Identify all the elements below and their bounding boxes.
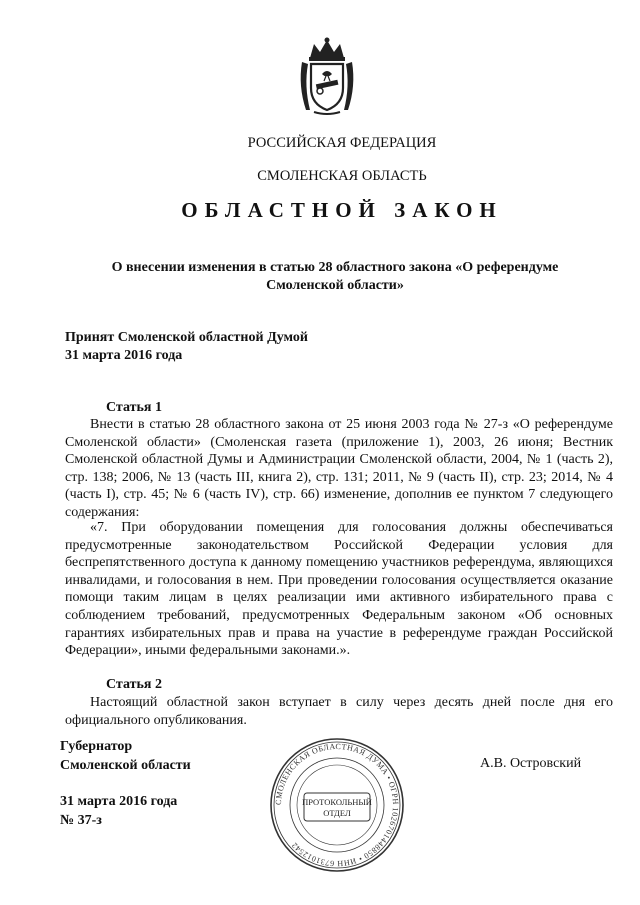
signatory-title-line: Смоленской области xyxy=(60,758,191,773)
law-subject-line: Смоленской области» xyxy=(266,278,404,293)
adoption-date: 31 марта 2016 года xyxy=(65,348,183,363)
law-number: № 37-з xyxy=(60,813,102,828)
official-seal-stamp xyxy=(268,736,406,874)
region-heading: СМОЛЕНСКАЯ ОБЛАСТЬ xyxy=(257,168,427,184)
law-subject xyxy=(100,259,570,295)
article-1-paragraph: Внести в статью 28 областного закона от 25 июня 2003 года № 27-з «О референдуме Смоленской области» (Смоленская газета (приложение 1), 2003, 26 июня; Вестник Смоленской областной Думы и Администрации Смоленской области, 2004, № 1 (часть 2), стр. 138; 2006, № 13 (часть III, книга 2), стр. 131; 2011, № 9 (часть II), стр. 23; 2014, № 4 (часть I), стр. 45; № 6 (часть IV), стр. 66) изменение, дополнив ее пунктом 7 следующего содержания: xyxy=(65,417,613,520)
law-subject-line: О внесении изменения в статью 28 областного закона «О референдуме xyxy=(111,260,559,275)
seal-ring-text: СМОЛЕНСКАЯ ОБЛАСТНАЯ ДУМА • ОГРН 1026701448850 • ИНН 6731012542 xyxy=(273,741,401,869)
article-1-paragraph: «7. При оборудовании помещения для голосования должны обеспечиваться предусмотренные законодательством Российской Федерации условия для беспрепятственного доступа к данному помещению участников референдума, являющихся инвалидами, и голосования в нем. При проведении голосования осуществляется оказание помощи таким лицам в целях реализации ими активного избирательного права с соблюдением требований, предусмотренных Федеральным законом «Об основных гарантиях избирательных прав и права на участие в референдуме граждан Российской Федерации», иными федеральными законами.». xyxy=(65,520,613,659)
country-heading: РОССИЙСКАЯ ФЕДЕРАЦИЯ xyxy=(247,135,437,151)
document-type-title: ОБЛАСТНОЙ ЗАКОН xyxy=(181,198,503,222)
signing-date: 31 марта 2016 года xyxy=(60,794,178,809)
seal-center-line: ПРОТОКОЛЬНЫЙ xyxy=(302,797,372,807)
smolensk-coat-of-arms-icon xyxy=(296,36,358,116)
article-2-paragraph: Настоящий областной закон вступает в силу через десять дней после дня его официального опубликования. xyxy=(65,695,613,728)
article-2-heading: Статья 2 xyxy=(106,677,162,692)
signatory-name: А.В. Островский xyxy=(480,756,582,771)
article-1-heading: Статья 1 xyxy=(106,400,162,415)
seal-center-line: ОТДЕЛ xyxy=(323,808,351,818)
signatory-title-line: Губернатор xyxy=(60,739,133,754)
signatory-title xyxy=(60,737,191,775)
signing-info xyxy=(60,792,177,830)
adoption-note xyxy=(65,329,308,365)
adoption-body: Принят Смоленской областной Думой xyxy=(65,330,308,345)
